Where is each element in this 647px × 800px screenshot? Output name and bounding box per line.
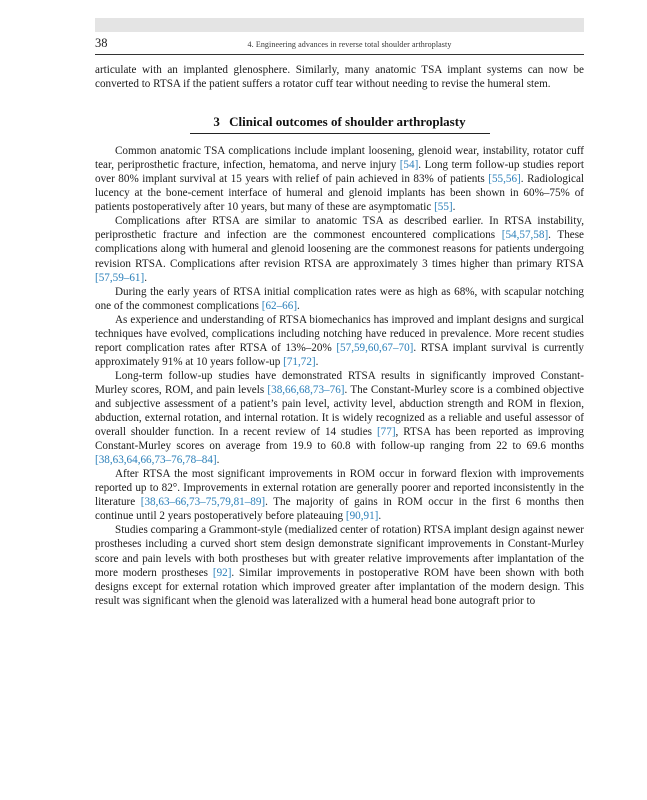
paragraph-text: .: [144, 271, 147, 284]
citation-link[interactable]: [77]: [376, 426, 396, 439]
paragraph-text: , RTSA has been reported as improving Constant-Murley scores on average from 19.9 to 60.8 with follow-up ranging from 22 to 69.6 months: [95, 426, 584, 453]
paragraph-text: .: [315, 355, 319, 368]
paragraph-text: During the early years of RTSA initial complication rates were as high as 68%, with scapular notching one of the commonest complications: [95, 285, 584, 312]
intro-paragraph: articulate with an implanted glenosphere. Similarly, many anatomic TSA implant systems can now be converted to RTSA if the patient suffers a rotator cuff tear without needing to revise the humeral stem.: [95, 64, 584, 91]
paragraph-text: . RTSA implant survival is currently approximately 91% at 10 years follow-up: [95, 341, 584, 368]
paragraph-text: . Similar improvements in postoperative ROM have been shown with both designs except for external rotation which improved greater after implantation of the modern design. This result was significant when the glenoid was lateralized with a humeral head bone autograft prior to: [95, 566, 584, 607]
body-paragraph: [95, 369, 584, 467]
paragraph-text: . These complications along with humeral and glenoid loosening are the commonest reasons for patients undergoing revision RTSA. Complications after revision RTSA are approximately 3 times higher than primary RTSA: [95, 229, 584, 270]
paragraph-text: .: [452, 201, 456, 214]
paragraph-text: . The Constant-Murley score is a combined objective and subjective assessment of a patient’s pain level, activity level, abduction strength and ROM in flexion, abduction, external rotation, and internal rotation. It is widely recognized as a reliable and useful assessor of overall shoulder function. In a recent review of 14 studies: [95, 383, 584, 439]
section-heading: [190, 115, 490, 134]
paragraph-text: Complications after RTSA are similar to anatomic TSA as described earlier. In RTSA instability, periprosthetic fracture and infection are the commonest encountered complications: [95, 215, 584, 242]
page-number: 38: [95, 36, 108, 50]
body-paragraph: [95, 144, 584, 214]
citation-link[interactable]: [62–66]: [261, 299, 298, 312]
body-paragraph: [95, 523, 584, 607]
top-gray-band: [95, 18, 584, 32]
page-content: [95, 63, 584, 608]
citation-link[interactable]: [92]: [212, 566, 232, 579]
paragraph-text: .: [216, 454, 220, 467]
section-title: Clinical outcomes of shoulder arthroplasty: [229, 114, 466, 130]
section-number: 3: [213, 114, 220, 130]
paragraph-text: . Radiological lucency at the bone-cement interface of humeral and glenoid implants has been shown in 60%–75% of patients postoperatively after 10 years, but many of these are asymptomatic: [95, 173, 584, 214]
page-header: [95, 34, 584, 55]
paragraph-text: Common anatomic TSA complications include implant loosening, glenoid wear, instability, rotator cuff tear, periprosthetic fracture, infection, hematoma, and nerve injury: [95, 145, 584, 172]
body-paragraph: [95, 214, 584, 284]
citation-link[interactable]: [55]: [434, 201, 453, 214]
citation-link[interactable]: [57,59,60,67–70]: [336, 341, 414, 354]
paragraph-text: .: [297, 299, 300, 312]
paragraph-text: .: [378, 510, 382, 523]
body-paragraph: [95, 285, 584, 313]
citation-link[interactable]: [38,63–66,73–75,79,81–89]: [140, 496, 266, 509]
body-paragraph: [95, 313, 584, 369]
paragraph-text: After RTSA the most significant improvements in ROM occur in forward flexion with improvements reported up to 82°. Improvements in external rotation are generally poorer and reported inconsistently in the literature: [95, 468, 584, 509]
citation-link[interactable]: [55,56]: [488, 173, 521, 186]
citation-link[interactable]: [71,72]: [283, 355, 316, 368]
paragraph-text: . The majority of gains in ROM occur in the first 6 months then continue until 2 years postoperatively before plateauing: [95, 496, 584, 523]
citation-link[interactable]: [90,91]: [345, 510, 379, 523]
citation-link[interactable]: [38,66,68,73–76]: [267, 383, 345, 396]
paragraph-text: Studies comparing a Grammont-style (medialized center of rotation) RTSA implant design against newer prostheses including a curved short stem design demonstrate significant improvements in Constant-Murley score and pain levels with both prostheses but with greater relative improvements after implantation of the more modern prostheses: [95, 524, 584, 579]
citation-link[interactable]: [57,59–61]: [95, 271, 145, 284]
section-body: [95, 144, 584, 608]
paragraph-text: . Long term follow-up studies report over 80% implant survival at 15 years with relief of pain achieved in 83% of patients: [95, 159, 584, 186]
paragraph-text: Long-term follow-up studies have demonstrated RTSA results in significantly improved Constant-Murley scores, ROM, and pain levels: [95, 369, 584, 396]
citation-link[interactable]: [54,57,58]: [501, 229, 549, 242]
paragraph-text: As experience and understanding of RTSA biomechanics has improved and implant designs and surgical techniques have evolved, complications including notching have reduced in prevalence. More recent studies report complication rates after RTSA of 13%–20%: [95, 313, 584, 354]
citation-link[interactable]: [54]: [399, 159, 419, 172]
citation-link[interactable]: [38,63,64,66,73–76,78–84]: [95, 454, 217, 467]
body-paragraph: [95, 467, 584, 523]
running-head: 4. Engineering advances in reverse total shoulder arthroplasty: [247, 40, 452, 49]
